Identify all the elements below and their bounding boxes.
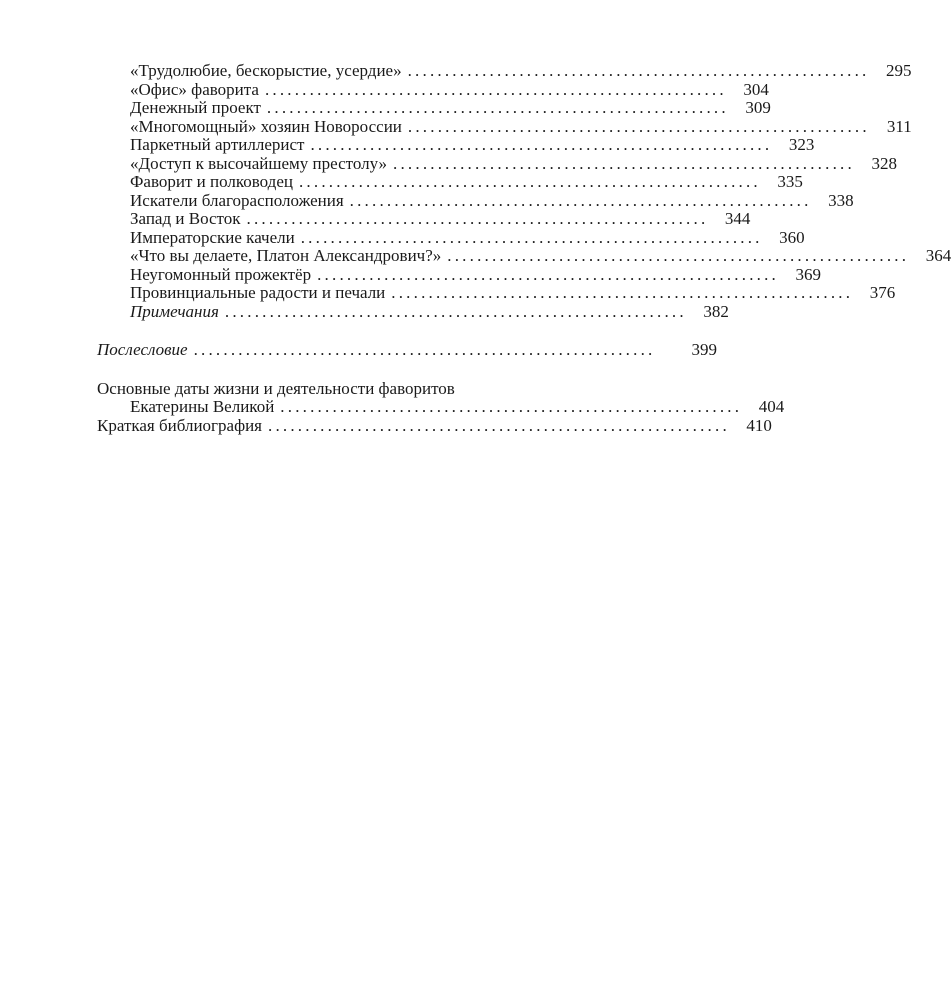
toc-entry-title: Краткая библиография [97, 415, 262, 435]
toc-entry [97, 135, 815, 155]
toc-entry-page: 311 [886, 116, 912, 136]
leader-dots: .............................................................. [224, 301, 687, 321]
toc-entry-title-continued: Екатерины Великой [130, 397, 275, 416]
toc-entry [97, 190, 854, 211]
toc-entry [97, 153, 897, 174]
toc-entry-page: 404 [758, 397, 785, 416]
toc-entry [97, 264, 822, 285]
toc-entry-title: Денежный проект [130, 98, 261, 117]
toc-entry-title: «Трудолюбие, бескорыстие, усердие» [130, 61, 402, 80]
toc-entry-page: 338 [828, 190, 854, 210]
toc-entry-title: Основные даты жизни и деятельности фаворитов [97, 378, 455, 398]
leader-dots: .............................................................. [310, 135, 773, 154]
spacer [97, 321, 717, 341]
toc-entry-afterword [97, 341, 717, 360]
toc-entry-dates-line2 [97, 397, 785, 417]
toc-entry-title: «Доступ к высочайшему престолу» [130, 153, 388, 173]
leader-dots: .............................................................. [447, 246, 910, 265]
leader-dots: .............................................................. [317, 264, 780, 284]
toc-entry-title: «Офис» фаворита [130, 79, 259, 99]
leader-dots: .............................................................. [393, 153, 855, 173]
leader-dots: .............................................................. [349, 190, 812, 210]
toc-entry [97, 283, 896, 303]
leader-dots: .............................................................. [391, 283, 854, 302]
spacer [97, 360, 717, 380]
leader-dots: .............................................................. [264, 79, 727, 99]
toc-entry [97, 61, 912, 81]
toc-entry [97, 98, 771, 118]
toc-entry-title: «Что вы делаете, Платон Александрович?» [130, 246, 442, 265]
leader-dots: .............................................................. [407, 116, 870, 136]
toc-entry [97, 246, 951, 266]
toc-entry-page: 309 [745, 98, 771, 117]
toc-entry-title: Послесловие [97, 340, 188, 359]
toc-entry-page: 295 [886, 61, 912, 80]
toc-entry [97, 209, 751, 229]
toc-entry-page: 399 [691, 340, 717, 359]
toc-entry-page: 323 [788, 135, 815, 154]
toc-entry-page: 369 [795, 264, 822, 284]
toc-entry-page: 376 [869, 283, 896, 302]
toc-entry [97, 116, 912, 137]
toc-entry-title: Провинциальные радости и печали [130, 283, 386, 302]
toc-entry-title: Неугомонный прожектёр [130, 264, 312, 284]
leader-dots: .............................................................. [280, 397, 743, 416]
toc-entry-page: 410 [746, 415, 772, 435]
toc-entry-page: 364 [925, 246, 951, 265]
toc-entry-title: Искатели благорасположения [130, 190, 344, 210]
table-of-contents [97, 61, 951, 435]
toc-entry-page: 335 [777, 172, 803, 191]
leader-dots: .............................................................. [407, 61, 870, 80]
toc-entry-title: Императорские качели [130, 227, 295, 247]
toc-entry-title: Запад и Восток [130, 209, 241, 228]
toc-entry [97, 227, 805, 248]
toc-entry-page: 344 [724, 209, 751, 228]
toc-entry [97, 172, 803, 192]
toc-entry-title: Паркетный артиллерист [130, 135, 305, 154]
toc-entry-page: 328 [871, 153, 897, 173]
leader-dots: .............................................................. [193, 340, 656, 359]
leader-dots: .............................................................. [246, 209, 709, 228]
leader-dots: .............................................................. [268, 415, 730, 435]
leader-dots: .............................................................. [298, 172, 761, 191]
toc-entry-page: 360 [779, 227, 805, 247]
toc-entry-notes [97, 301, 729, 322]
toc-entry-dates-line1 [97, 380, 717, 399]
toc-entry [97, 79, 769, 100]
toc-entry-title: Примечания [130, 301, 219, 321]
leader-dots: .............................................................. [300, 227, 763, 247]
toc-entry-page: 304 [743, 79, 769, 99]
leader-dots: .............................................................. [266, 98, 729, 117]
toc-entry-bibliography [97, 415, 772, 436]
toc-entry-title: «Многомощный» хозяин Новороссии [130, 116, 402, 136]
toc-entry-title: Фаворит и полководец [130, 172, 293, 191]
toc-entry-page: 382 [703, 301, 729, 321]
